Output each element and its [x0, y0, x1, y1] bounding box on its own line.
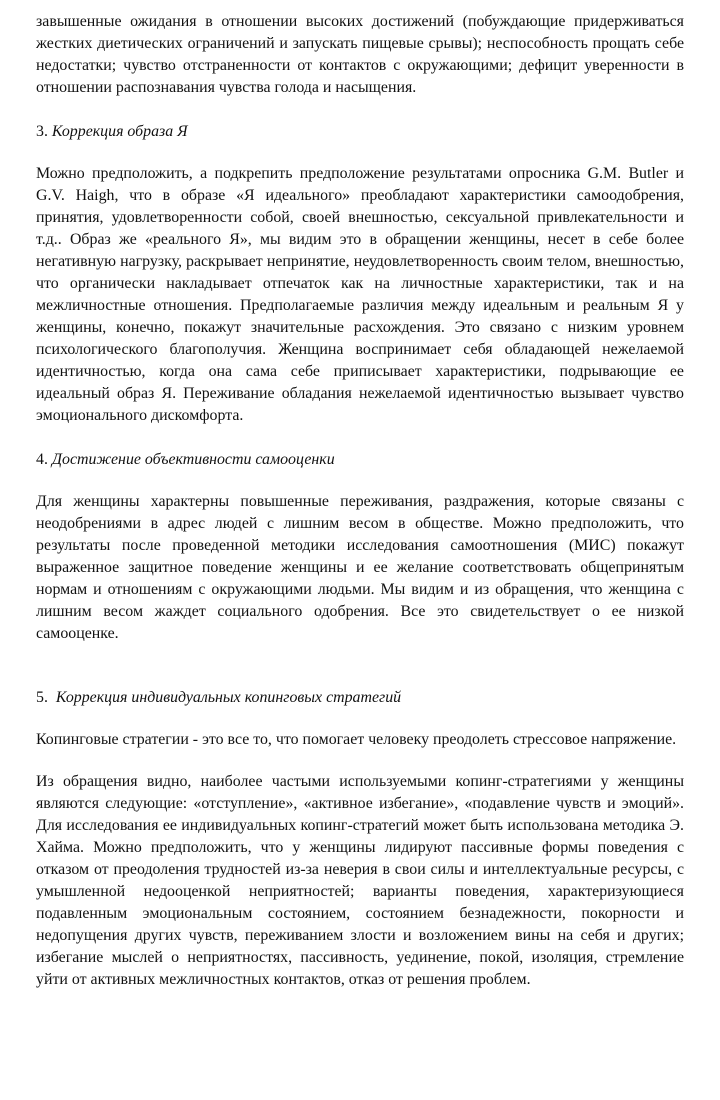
section-5-heading [36, 687, 684, 709]
section-4-number: 4. [36, 451, 48, 468]
document-page [36, 11, 684, 991]
section-5-number: 5. [36, 689, 48, 706]
section-4-paragraph: Для женщины характерны повышенные переживания, раздражения, которые связаны с неодобрениями в адрес людей с лишним весом в обществе. Можно предположить, что результаты после проведенной методики исследования самоотношения (МИС) покажут выраженное защитное поведение женщины и ее желание соответствовать общепринятым нормам и отношениям с окружающими людьми. Мы видим и из обращения, что женщина с лишним весом жаждет социального одобрения. Все это свидетельствует о ее низкой самооценке. [36, 493, 684, 642]
section-3-title: Коррекция образа Я [51, 123, 188, 140]
intro-paragraph: завышенные ожидания в отношении высоких достижений (побуждающие придерживаться жестких диетических ограничений и запускать пищевые срывы); неспособность прощать себе недостатки; чувство отстраненности от контактов с окружающими; дефицит уверенности в отношении распознавания чувства голода и насыщения. [36, 13, 684, 96]
section-4-heading [36, 449, 684, 471]
section-5-paragraph-1: Копинговые стратегии - это все то, что помогает человеку преодолеть стрессовое напряжение. [36, 731, 677, 748]
section-3-number: 3. [36, 123, 48, 140]
section-5-paragraph-2: Из обращения видно, наиболее частыми используемыми копинг-стратегиями у женщины являются следующие: «отступление», «активное избегание», «подавление чувств и эмоций». Для исследования ее индивидуальных копинг-стратегий может быть использована методика Э. Хайма. Можно предположить, что у женщины лидируют пассивные формы поведения с отказом от преодоления трудностей из-за неверия в свои силы и интеллектуальные ресурсы, с умышленной недооценкой неприятностей; варианты поведения, характеризующиеся подавленным эмоциональным состоянием, состоянием безнадежности, покорности и недопущения других чувств, переживанием злости и возложением вины на себя и других; избегание мыслей о неприятностях, пассивность, уединение, покой, изоляция, стремление уйти от активных межличностных контактов, отказ от решения проблем. [36, 773, 684, 988]
section-3-paragraph: Можно предположить, а подкрепить предположение результатами опросника G.M. Butler и G.V. Haigh, что в образе «Я идеального» преобладают характеристики самоодобрения, принятия, удовлетворенности собой, своей внешностью, сексуальной привлекательности и т.д.. Образ же «реального Я», мы видим это в обращении женщины, несет в себе более негативную нагрузку, раскрывает непринятие, неудовлетворенность своим телом, внешностью, что органически накладывает отпечаток как на личностные характеристики, так и на межличностные отношения. Предполагаемые различия между идеальным и реальным Я у женщины, конечно, покажут значительные расхождения. Это связано с низким уровнем психологического благополучия. Женщина воспринимает себя обладающей нежелаемой идентичностью, когда она сама себе приписывает характеристики, подрывающие ее идеальный образ Я. Переживание обладания нежелаемой идентичностью вызывает чувство эмоционального дискомфорта. [36, 165, 684, 424]
section-5-title: Коррекция индивидуальных копинговых стратегий [55, 689, 402, 706]
section-3-heading [36, 121, 684, 143]
section-4-title: Достижение объективности самооценки [51, 451, 335, 468]
